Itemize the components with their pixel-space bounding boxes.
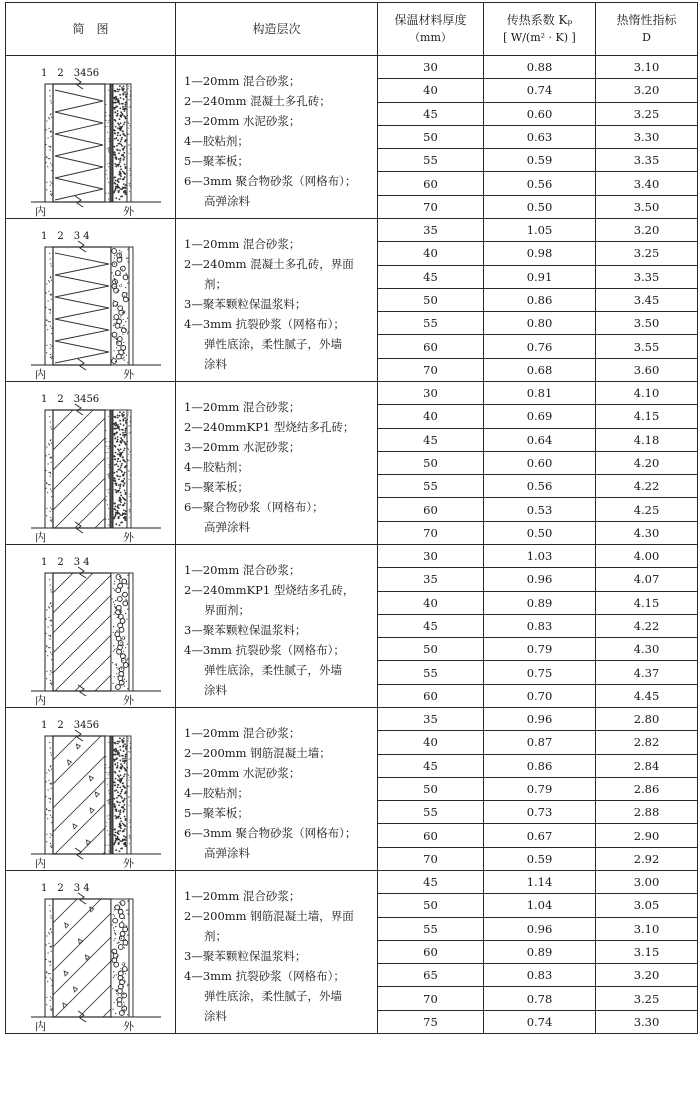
layer-line: 剂； bbox=[204, 929, 227, 943]
thickness-cell: 55 bbox=[378, 917, 484, 940]
k-value-cell: 0.83 bbox=[484, 614, 596, 637]
d-value-cell: 3.10 bbox=[596, 56, 698, 79]
wall-section-diagram bbox=[11, 225, 171, 381]
layer-line: 弹性底涂，柔性腻子，外墙 bbox=[204, 989, 342, 1003]
d-value-cell: 3.25 bbox=[596, 987, 698, 1010]
layer-line: 6—3mm 聚合物砂浆（网格布）； bbox=[184, 826, 357, 840]
thickness-cell: 60 bbox=[378, 824, 484, 847]
thickness-cell: 40 bbox=[378, 731, 484, 754]
d-value-cell: 3.05 bbox=[596, 894, 698, 917]
layer-line: 3—20mm 水泥砂浆； bbox=[184, 766, 301, 780]
k-value-cell: 0.96 bbox=[484, 568, 596, 591]
d-value-cell: 3.60 bbox=[596, 358, 698, 381]
diagram-cell bbox=[6, 56, 176, 219]
d-value-cell: 4.22 bbox=[596, 614, 698, 637]
layer-line: 2—240mmKP1 型烧结多孔砖； bbox=[184, 420, 355, 434]
k-value-cell: 0.56 bbox=[484, 172, 596, 195]
thickness-cell: 60 bbox=[378, 684, 484, 707]
k-value-cell: 0.74 bbox=[484, 1010, 596, 1033]
d-value-cell: 4.25 bbox=[596, 498, 698, 521]
layer-line: 1—20mm 混合砂浆； bbox=[184, 400, 301, 414]
thickness-cell: 40 bbox=[378, 405, 484, 428]
thickness-cell: 50 bbox=[378, 288, 484, 311]
layer-line: 高弹涂料 bbox=[204, 846, 250, 860]
k-value-cell: 0.86 bbox=[484, 754, 596, 777]
header-diagram: 简 图 bbox=[6, 3, 176, 56]
thickness-cell: 55 bbox=[378, 475, 484, 498]
layers-cell bbox=[176, 219, 378, 382]
thickness-cell: 35 bbox=[378, 219, 484, 242]
thickness-cell: 40 bbox=[378, 242, 484, 265]
d-value-cell: 3.40 bbox=[596, 172, 698, 195]
thickness-cell: 30 bbox=[378, 545, 484, 568]
thickness-cell: 45 bbox=[378, 614, 484, 637]
thickness-cell: 55 bbox=[378, 661, 484, 684]
d-value-cell: 3.50 bbox=[596, 312, 698, 335]
layer-line: 3—聚苯颗粒保温浆料； bbox=[184, 623, 307, 637]
layers-cell bbox=[176, 382, 378, 545]
k-value-cell: 0.79 bbox=[484, 638, 596, 661]
d-value-cell: 3.20 bbox=[596, 79, 698, 102]
layer-line: 2—240mm 混凝土多孔砖； bbox=[184, 94, 331, 108]
d-value-cell: 2.84 bbox=[596, 754, 698, 777]
k-value-cell: 1.05 bbox=[484, 219, 596, 242]
wall-section-diagram bbox=[11, 714, 171, 870]
k-value-cell: 0.56 bbox=[484, 475, 596, 498]
k-value-cell: 0.78 bbox=[484, 987, 596, 1010]
wall-insulation-table bbox=[5, 2, 698, 1034]
thickness-cell: 70 bbox=[378, 521, 484, 544]
layer-line: 剂； bbox=[204, 277, 227, 291]
k-value-cell: 0.76 bbox=[484, 335, 596, 358]
d-value-cell: 4.15 bbox=[596, 591, 698, 614]
layer-line: 1—20mm 混合砂浆； bbox=[184, 74, 301, 88]
thickness-cell: 70 bbox=[378, 358, 484, 381]
layer-line: 1—20mm 混合砂浆； bbox=[184, 563, 301, 577]
k-value-cell: 0.50 bbox=[484, 195, 596, 218]
d-value-cell: 4.22 bbox=[596, 475, 698, 498]
layer-line: 涂料 bbox=[204, 357, 227, 371]
thickness-cell: 55 bbox=[378, 312, 484, 335]
thickness-cell: 45 bbox=[378, 428, 484, 451]
layer-line: 3—聚苯颗粒保温浆料； bbox=[184, 949, 307, 963]
layer-line: 3—20mm 水泥砂浆； bbox=[184, 440, 301, 454]
thickness-cell: 35 bbox=[378, 708, 484, 731]
k-value-cell: 0.60 bbox=[484, 451, 596, 474]
d-value-cell: 3.35 bbox=[596, 265, 698, 288]
wall-section-diagram bbox=[11, 388, 171, 544]
thickness-cell: 45 bbox=[378, 265, 484, 288]
outer-side-label: 外 bbox=[122, 368, 134, 381]
thickness-cell: 75 bbox=[378, 1010, 484, 1033]
k-value-cell: 0.96 bbox=[484, 917, 596, 940]
layer-line: 1—20mm 混合砂浆； bbox=[184, 237, 301, 251]
k-value-cell: 0.60 bbox=[484, 102, 596, 125]
k-value-cell: 0.59 bbox=[484, 847, 596, 870]
k-value-cell: 0.96 bbox=[484, 708, 596, 731]
layer-line: 6—聚合物砂浆（网格布）； bbox=[184, 500, 324, 514]
layers-cell bbox=[176, 56, 378, 219]
k-value-cell: 0.80 bbox=[484, 312, 596, 335]
thickness-cell: 50 bbox=[378, 638, 484, 661]
inner-side-label: 内 bbox=[34, 531, 46, 544]
k-value-cell: 0.68 bbox=[484, 358, 596, 381]
layer-line: 4—3mm 抗裂砂浆（网格布）； bbox=[184, 317, 345, 331]
k-value-cell: 0.98 bbox=[484, 242, 596, 265]
diagram-cell bbox=[6, 219, 176, 382]
k-value-cell: 0.59 bbox=[484, 149, 596, 172]
thickness-cell: 45 bbox=[378, 754, 484, 777]
d-value-cell: 3.25 bbox=[596, 102, 698, 125]
table-row bbox=[6, 219, 698, 242]
layer-line: 2—200mm 钢筋混凝土墙； bbox=[184, 746, 331, 760]
thickness-cell: 70 bbox=[378, 195, 484, 218]
k-value-cell: 0.69 bbox=[484, 405, 596, 428]
thickness-cell: 50 bbox=[378, 894, 484, 917]
k-value-cell: 0.74 bbox=[484, 79, 596, 102]
diagram-cell bbox=[6, 708, 176, 871]
d-value-cell: 3.00 bbox=[596, 871, 698, 894]
k-value-cell: 0.64 bbox=[484, 428, 596, 451]
table-row bbox=[6, 56, 698, 79]
header-row bbox=[6, 3, 698, 56]
outer-side-label: 外 bbox=[122, 205, 134, 218]
wall-section-diagram bbox=[11, 62, 171, 218]
layer-line: 界面剂； bbox=[204, 603, 250, 617]
d-value-cell: 4.18 bbox=[596, 428, 698, 451]
header-thickness: 保温材料厚度 （mm） bbox=[378, 3, 484, 56]
layers-cell bbox=[176, 871, 378, 1034]
d-value-cell: 4.20 bbox=[596, 451, 698, 474]
header-k: 传热系数 Kₚ [ W/(m² · K) ] bbox=[484, 3, 596, 56]
outer-side-label: 外 bbox=[122, 694, 134, 707]
d-value-cell: 4.30 bbox=[596, 521, 698, 544]
diagram-cell bbox=[6, 382, 176, 545]
d-value-cell: 4.10 bbox=[596, 382, 698, 405]
d-value-cell: 4.00 bbox=[596, 545, 698, 568]
k-value-cell: 0.79 bbox=[484, 777, 596, 800]
k-value-cell: 0.91 bbox=[484, 265, 596, 288]
k-value-cell: 0.89 bbox=[484, 591, 596, 614]
d-value-cell: 3.55 bbox=[596, 335, 698, 358]
k-value-cell: 1.14 bbox=[484, 871, 596, 894]
d-value-cell: 4.30 bbox=[596, 638, 698, 661]
layer-callout-numbers: 1 2 3456 bbox=[40, 68, 99, 79]
d-value-cell: 3.50 bbox=[596, 195, 698, 218]
layer-line: 涂料 bbox=[204, 1009, 227, 1023]
d-value-cell: 2.86 bbox=[596, 777, 698, 800]
d-value-cell: 2.80 bbox=[596, 708, 698, 731]
layer-line: 1—20mm 混合砂浆； bbox=[184, 726, 301, 740]
table-row bbox=[6, 708, 698, 731]
thickness-cell: 55 bbox=[378, 801, 484, 824]
inner-side-label: 内 bbox=[34, 368, 46, 381]
layer-callout-numbers: 1 2 3456 bbox=[40, 720, 99, 731]
thickness-cell: 50 bbox=[378, 125, 484, 148]
thickness-cell: 40 bbox=[378, 591, 484, 614]
k-value-cell: 0.73 bbox=[484, 801, 596, 824]
layer-line: 4—胶粘剂； bbox=[184, 134, 249, 148]
d-value-cell: 3.35 bbox=[596, 149, 698, 172]
thickness-cell: 30 bbox=[378, 382, 484, 405]
d-value-cell: 4.45 bbox=[596, 684, 698, 707]
d-value-cell: 2.82 bbox=[596, 731, 698, 754]
k-value-cell: 0.67 bbox=[484, 824, 596, 847]
k-value-cell: 0.81 bbox=[484, 382, 596, 405]
thickness-cell: 60 bbox=[378, 498, 484, 521]
inner-side-label: 内 bbox=[34, 1020, 46, 1033]
outer-side-label: 外 bbox=[122, 857, 134, 870]
k-value-cell: 0.87 bbox=[484, 731, 596, 754]
inner-side-label: 内 bbox=[34, 694, 46, 707]
layer-line: 1—20mm 混合砂浆； bbox=[184, 889, 301, 903]
k-value-cell: 0.50 bbox=[484, 521, 596, 544]
layers-cell bbox=[176, 545, 378, 708]
thickness-cell: 50 bbox=[378, 777, 484, 800]
k-value-cell: 1.04 bbox=[484, 894, 596, 917]
thickness-cell: 50 bbox=[378, 451, 484, 474]
layer-callout-numbers: 1 2 3 4 bbox=[40, 557, 90, 568]
d-value-cell: 3.25 bbox=[596, 242, 698, 265]
k-value-cell: 0.70 bbox=[484, 684, 596, 707]
layer-callout-numbers: 1 2 3 4 bbox=[40, 883, 90, 894]
header-layers: 构造层次 bbox=[176, 3, 378, 56]
layers-cell bbox=[176, 708, 378, 871]
layer-line: 6—3mm 聚合物砂浆（网格布）； bbox=[184, 174, 357, 188]
table-row bbox=[6, 545, 698, 568]
thickness-cell: 65 bbox=[378, 964, 484, 987]
thickness-cell: 60 bbox=[378, 335, 484, 358]
thickness-cell: 60 bbox=[378, 172, 484, 195]
d-value-cell: 4.37 bbox=[596, 661, 698, 684]
k-value-cell: 0.86 bbox=[484, 288, 596, 311]
d-value-cell: 3.30 bbox=[596, 1010, 698, 1033]
k-value-cell: 0.89 bbox=[484, 940, 596, 963]
d-value-cell: 3.15 bbox=[596, 940, 698, 963]
layer-line: 高弹涂料 bbox=[204, 520, 250, 534]
d-value-cell: 3.45 bbox=[596, 288, 698, 311]
thickness-cell: 70 bbox=[378, 987, 484, 1010]
k-value-cell: 0.83 bbox=[484, 964, 596, 987]
thickness-cell: 45 bbox=[378, 871, 484, 894]
thickness-cell: 60 bbox=[378, 940, 484, 963]
layer-callout-numbers: 1 2 3 4 bbox=[40, 231, 90, 242]
d-value-cell: 3.30 bbox=[596, 125, 698, 148]
outer-side-label: 外 bbox=[122, 531, 134, 544]
layer-callout-numbers: 1 2 3456 bbox=[40, 394, 99, 405]
thickness-cell: 55 bbox=[378, 149, 484, 172]
layer-line: 4—3mm 抗裂砂浆（网格布）； bbox=[184, 643, 345, 657]
layer-line: 4—胶粘剂； bbox=[184, 786, 249, 800]
k-value-cell: 0.88 bbox=[484, 56, 596, 79]
layer-line: 弹性底涂，柔性腻子，外墙 bbox=[204, 663, 342, 677]
layer-line: 2—200mm 钢筋混凝土墙，界面 bbox=[184, 909, 354, 923]
d-value-cell: 3.20 bbox=[596, 964, 698, 987]
d-value-cell: 2.88 bbox=[596, 801, 698, 824]
inner-side-label: 内 bbox=[34, 857, 46, 870]
wall-section-diagram bbox=[11, 551, 171, 707]
d-value-cell: 2.90 bbox=[596, 824, 698, 847]
thickness-cell: 45 bbox=[378, 102, 484, 125]
d-value-cell: 4.15 bbox=[596, 405, 698, 428]
d-value-cell: 4.07 bbox=[596, 568, 698, 591]
wall-section-diagram bbox=[11, 877, 171, 1033]
layer-line: 弹性底涂，柔性腻子，外墙 bbox=[204, 337, 342, 351]
layer-line: 5—聚苯板； bbox=[184, 480, 249, 494]
layer-line: 涂料 bbox=[204, 683, 227, 697]
table-row bbox=[6, 871, 698, 894]
thickness-cell: 35 bbox=[378, 568, 484, 591]
layer-line: 4—胶粘剂； bbox=[184, 460, 249, 474]
header-d: 热惰性指标 D bbox=[596, 3, 698, 56]
layer-line: 5—聚苯板； bbox=[184, 154, 249, 168]
d-value-cell: 3.10 bbox=[596, 917, 698, 940]
layer-line: 2—240mmKP1 型烧结多孔砖， bbox=[184, 583, 355, 597]
diagram-cell bbox=[6, 871, 176, 1034]
thickness-cell: 70 bbox=[378, 847, 484, 870]
layer-line: 高弹涂料 bbox=[204, 194, 250, 208]
thickness-cell: 30 bbox=[378, 56, 484, 79]
k-value-cell: 0.63 bbox=[484, 125, 596, 148]
k-value-cell: 1.03 bbox=[484, 545, 596, 568]
table-row bbox=[6, 382, 698, 405]
layer-line: 3—20mm 水泥砂浆； bbox=[184, 114, 301, 128]
layer-line: 3—聚苯颗粒保温浆料； bbox=[184, 297, 307, 311]
inner-side-label: 内 bbox=[34, 205, 46, 218]
k-value-cell: 0.75 bbox=[484, 661, 596, 684]
d-value-cell: 2.92 bbox=[596, 847, 698, 870]
k-value-cell: 0.53 bbox=[484, 498, 596, 521]
thickness-cell: 40 bbox=[378, 79, 484, 102]
layer-line: 5—聚苯板； bbox=[184, 806, 249, 820]
outer-side-label: 外 bbox=[122, 1020, 134, 1033]
diagram-cell bbox=[6, 545, 176, 708]
d-value-cell: 3.20 bbox=[596, 219, 698, 242]
layer-line: 2—240mm 混凝土多孔砖，界面 bbox=[184, 257, 354, 271]
layer-line: 4—3mm 抗裂砂浆（网格布）； bbox=[184, 969, 345, 983]
